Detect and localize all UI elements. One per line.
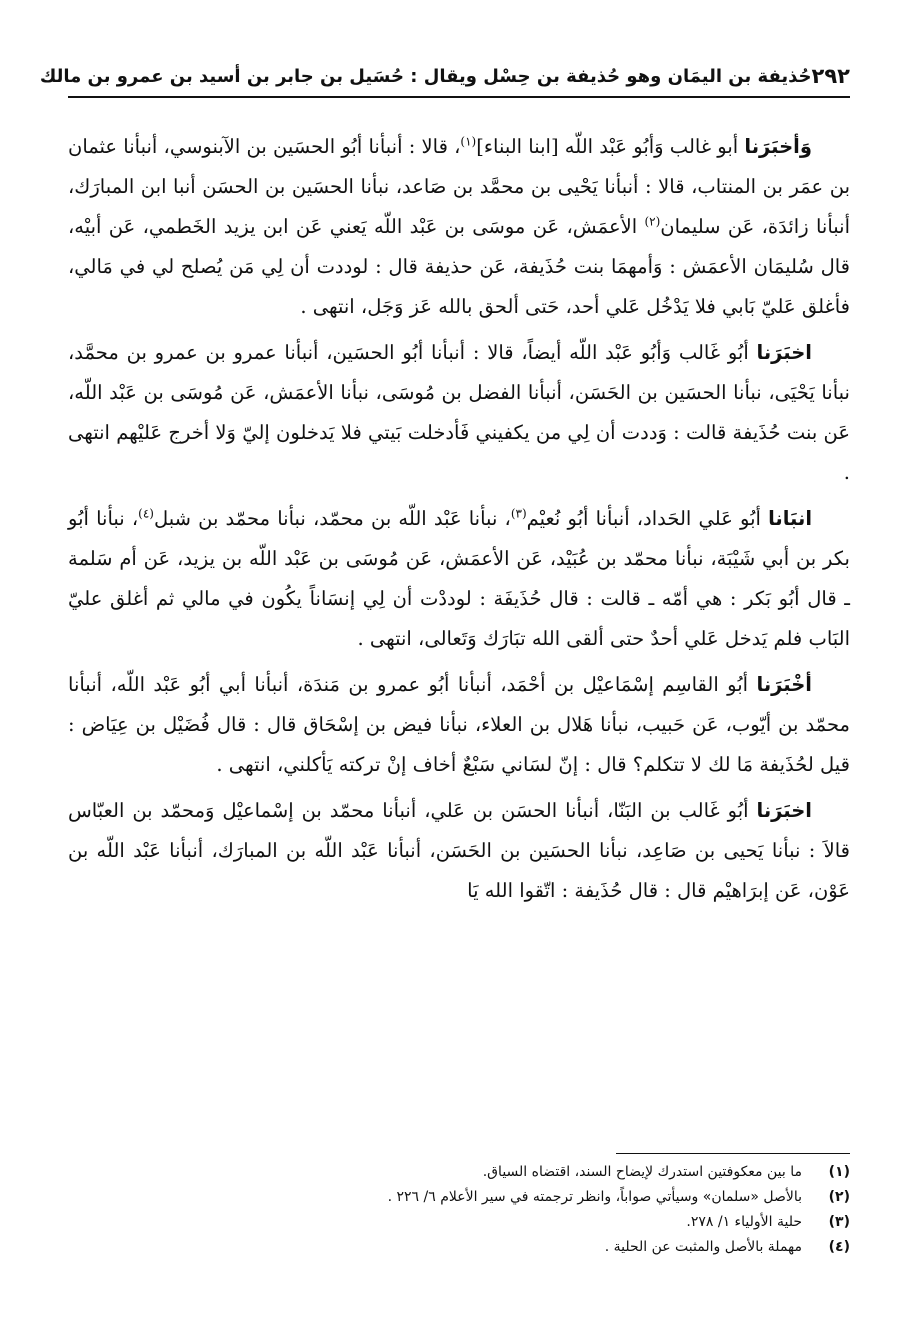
paragraph <box>68 499 850 659</box>
footnote-rule <box>616 1153 850 1154</box>
running-header <box>39 58 850 94</box>
paragraph <box>68 791 850 911</box>
header-rule <box>68 96 850 98</box>
footnote-ref: (٣) <box>510 506 527 521</box>
footnote-text: بالأصل «سلمان» وسيأتي صواباً، وانظر ترجمته في سير الأعلام ٦/ ٢٢٦ . <box>387 1189 802 1205</box>
footnote-text: مهملة بالأصل والمثبت عن الحلية . <box>604 1239 802 1255</box>
footnote-ref: (١) <box>460 134 477 149</box>
paragraph-lead: وَأخبَرَنا <box>744 135 812 158</box>
paragraph-lead: انبَانا <box>768 507 813 530</box>
footnote-text: ما بين معكوفتين استدرك لإيضاح السند، اقتضاه السياق. <box>482 1164 802 1180</box>
footnote-number: (٢) <box>828 1189 850 1205</box>
footnote-number: (٤) <box>828 1239 850 1255</box>
footnote-number: (٣) <box>828 1214 850 1230</box>
paragraph <box>68 127 850 327</box>
paragraph-text: الأعمَش، عَن موسَى بن عَبْد اللّه يَعني عَن ابن يزيد الخَطمي، عَن أبيْه، قال سُليمَان الأعمَش : وَأمهمَا بنت حُذَيفة، عَن حذيفة قال : لوددت أن لِي مَن يُصلح لي في مَالي، فأغلق عَليّ بَابي فلا يَدْخُل عَلي أحد، حَتى ألحق بالله عَز وَجَل، انتهى . <box>68 215 850 318</box>
page-number: ٢٩٢ <box>811 64 850 88</box>
paragraph-lead: اخبَرَنا <box>756 799 812 822</box>
paragraph-text: أبو غالب وَأبُو عَبْد اللّه [ابنا البناء] <box>476 135 745 158</box>
paragraph-text: ، نبأنا عَبْد اللّه بن محمّد، نبأنا محمّد بن شبل <box>153 507 511 530</box>
header-title: حُذيفة بن اليمَان وهو حُذيفة بن حِسْل ويقال : حُسَيل بن جابر بن أسيد بن عمرو بن مالك <box>39 65 812 87</box>
paragraph-text: ، قالا : أنبأنا أبُو الحسَين بن الآبنوسي، أنبأنا عثمان بن عمَر بن المنتاب، قالا : أنبأنا يَحْيى بن محمَّد بن صَاعد، نبأنا الحسَين بن الحسَن أنبا ابن المبارَك، أنبأنا زائدَة، عَن سليمان <box>68 135 851 238</box>
footnote <box>68 1185 850 1210</box>
footnote <box>68 1160 850 1185</box>
footnote-ref: (٢) <box>644 214 661 229</box>
paragraph <box>68 333 850 493</box>
footnote-text: حلية الأولياء ١/ ٢٧٨. <box>686 1214 802 1230</box>
footnote <box>68 1210 850 1235</box>
paragraph-text: أبُو عَلي الحَداد، أنبأنا أبُو نُعيْم <box>526 507 769 530</box>
paragraph-lead: أخْبَرَنا <box>756 673 812 696</box>
footnote-ref: (٤) <box>138 506 154 521</box>
paragraph-text: أبُو غَالب وَأبُو عَبْد اللّه أيضاً، قالا : أنبأنا أبُو الحسَين، أنبأنا عمرو بن عمرو بن محمَّد، نبأنا يَحْيَى، نبأنا الحسَين بن الحَسَن، أنبأنا الفضل بن مُوسَى، نبأنا الأعمَش، عَن مُوسَى بن عَبْد اللّه، عَن بنت حُذَيفة قالت : وَددت أن لِي من يكفيني فَأدخلت بَيتي فلا يَدخلون إليّ وَلا أخرج عَليْهم انتهى . <box>68 341 850 484</box>
paragraph-text: أبُو غَالب بن البَنّا، أنبأنا الحسَن بن عَلي، أنبأنا محمّد بن إسْماعيْل وَمحمّد بن العبّاس قالاَ : نبأنا يَحيى بن صَاعِد، نبأنا الحسَين بن الحَسَن، أنبأنا عَبْد اللّه بن المبارَك، أنبأنا عَبْد اللّه بن عَوْن، عَن إبرَاهيْم قال : قال حُذَيفة : اتّقوا الله يَا <box>68 799 850 902</box>
paragraph-lead: اخبَرَنا <box>756 341 812 364</box>
paragraph-text: أبُو القاسِم إسْمَاعيْل بن أحْمَد، أنبأنا أبُو عمرو بن مَندَة، أنبأنا أبي أبُو عَبْد اللّه، أنبأنا محمّد بن أيّوب، عَن حَبيب، نبأنا هَلال بن العلاء، نبأنا فيض بن إسْحَاق قال : قال فُضَيْل بن عِيَاض : قيل لحُذَيفة مَا لك لا تتكلم؟ قال : إنّ لسَاني سَبْعٌ أخاف إنْ تركته يَأكلني، انتهى . <box>68 673 850 776</box>
footnote-number: (١) <box>828 1164 850 1180</box>
paragraph-text: ، نبأنا أبُو بكر بن أبي شَيْبَة، نبأنا محمّد بن عُبَيْد، عَن الأعمَش، عَن مُوسَى بن عَبْد اللّه بن يزيد، عَن أم سَلمة ـ قال أبُو بَكر : هي أمّه ـ قالت : قال حُذَيفَة : لوددْت أن لِي إنسَاناً يكُون في مالي ثم أغلق عليّ البَاب فلم يَدخل عَلي أحدٌ حتى ألقى الله تبَارَك وَتَعالى، انتهى . <box>68 507 850 650</box>
footnote <box>68 1235 850 1260</box>
footnotes <box>68 1160 850 1260</box>
main-text <box>68 127 850 917</box>
paragraph <box>68 665 850 785</box>
